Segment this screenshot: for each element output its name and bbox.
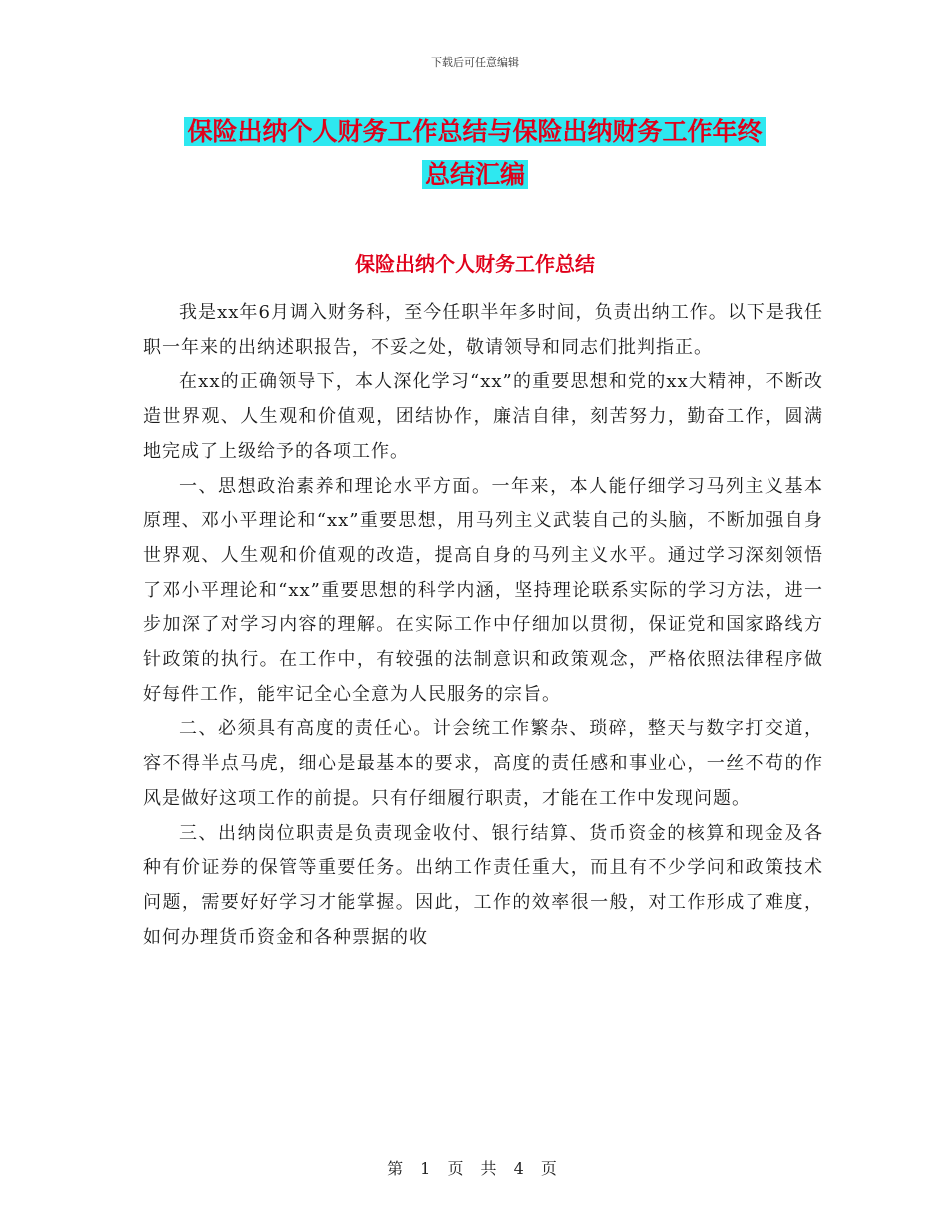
- paragraph: 三、出纳岗位职责是负责现金收付、银行结算、货币资金的核算和现金及各种有价证券的保管等重要任务。出纳工作责任重大，而且有不少学问和政策技术问题，需要好好学习才能掌握。因此，工作的效率很一般，对工作形成了难度，如何办理货币资金和各种票据的收: [143, 822, 823, 948]
- paragraph: 我是xx年6月调入财务科，至今任职半年多时间，负责出纳工作。以下是我任职一年来的出纳述职报告，不妥之处，敬请领导和同志们批判指正。: [143, 302, 823, 358]
- body-text: [143, 296, 823, 955]
- document-title-line-1: 保险出纳个人财务工作总结与保险出纳财务工作年终: [184, 117, 765, 146]
- section-title: 保险出纳个人财务工作总结: [355, 252, 595, 276]
- header-note: 下载后可任意编辑: [431, 56, 519, 69]
- paragraph: 二、必须具有高度的责任心。计会统工作繁杂、琐碎，整天与数字打交道，容不得半点马虎，细心是最基本的要求，高度的责任感和事业心，一丝不苟的作风是做好这项工作的前提。只有仔细履行职责，才能在工作中发现问题。: [143, 718, 823, 809]
- paragraph: 一、思想政治素养和理论水平方面。一年来，本人能仔细学习马列主义基本原理、邓小平理论和“xx”重要思想，用马列主义武装自己的头脑，不断加强自身世界观、人生观和价值观的改造，提高自身的马列主义水平。通过学习深刻领悟了邓小平理论和“xx”重要思想的科学内涵，坚持理论联系实际的学习方法，进一步加深了对学习内容的理解。在实际工作中仔细加以贯彻，保证党和国家路线方针政策的执行。在工作中，有较强的法制意识和政策观念，严格依照法律程序做好每件工作，能牢记全心全意为人民服务的宗旨。: [143, 475, 823, 705]
- document-title: [0, 110, 950, 196]
- paragraph: 在xx的正确领导下，本人深化学习“xx”的重要思想和党的xx大精神，不断改造世界观、人生观和价值观，团结协作，廉洁自律，刻苦努力，勤奋工作，圆满地完成了上级给予的各项工作。: [143, 371, 823, 462]
- page-footer: 第 1 页 共 4 页: [387, 1159, 563, 1178]
- document-title-line-2: 总结汇编: [422, 160, 528, 189]
